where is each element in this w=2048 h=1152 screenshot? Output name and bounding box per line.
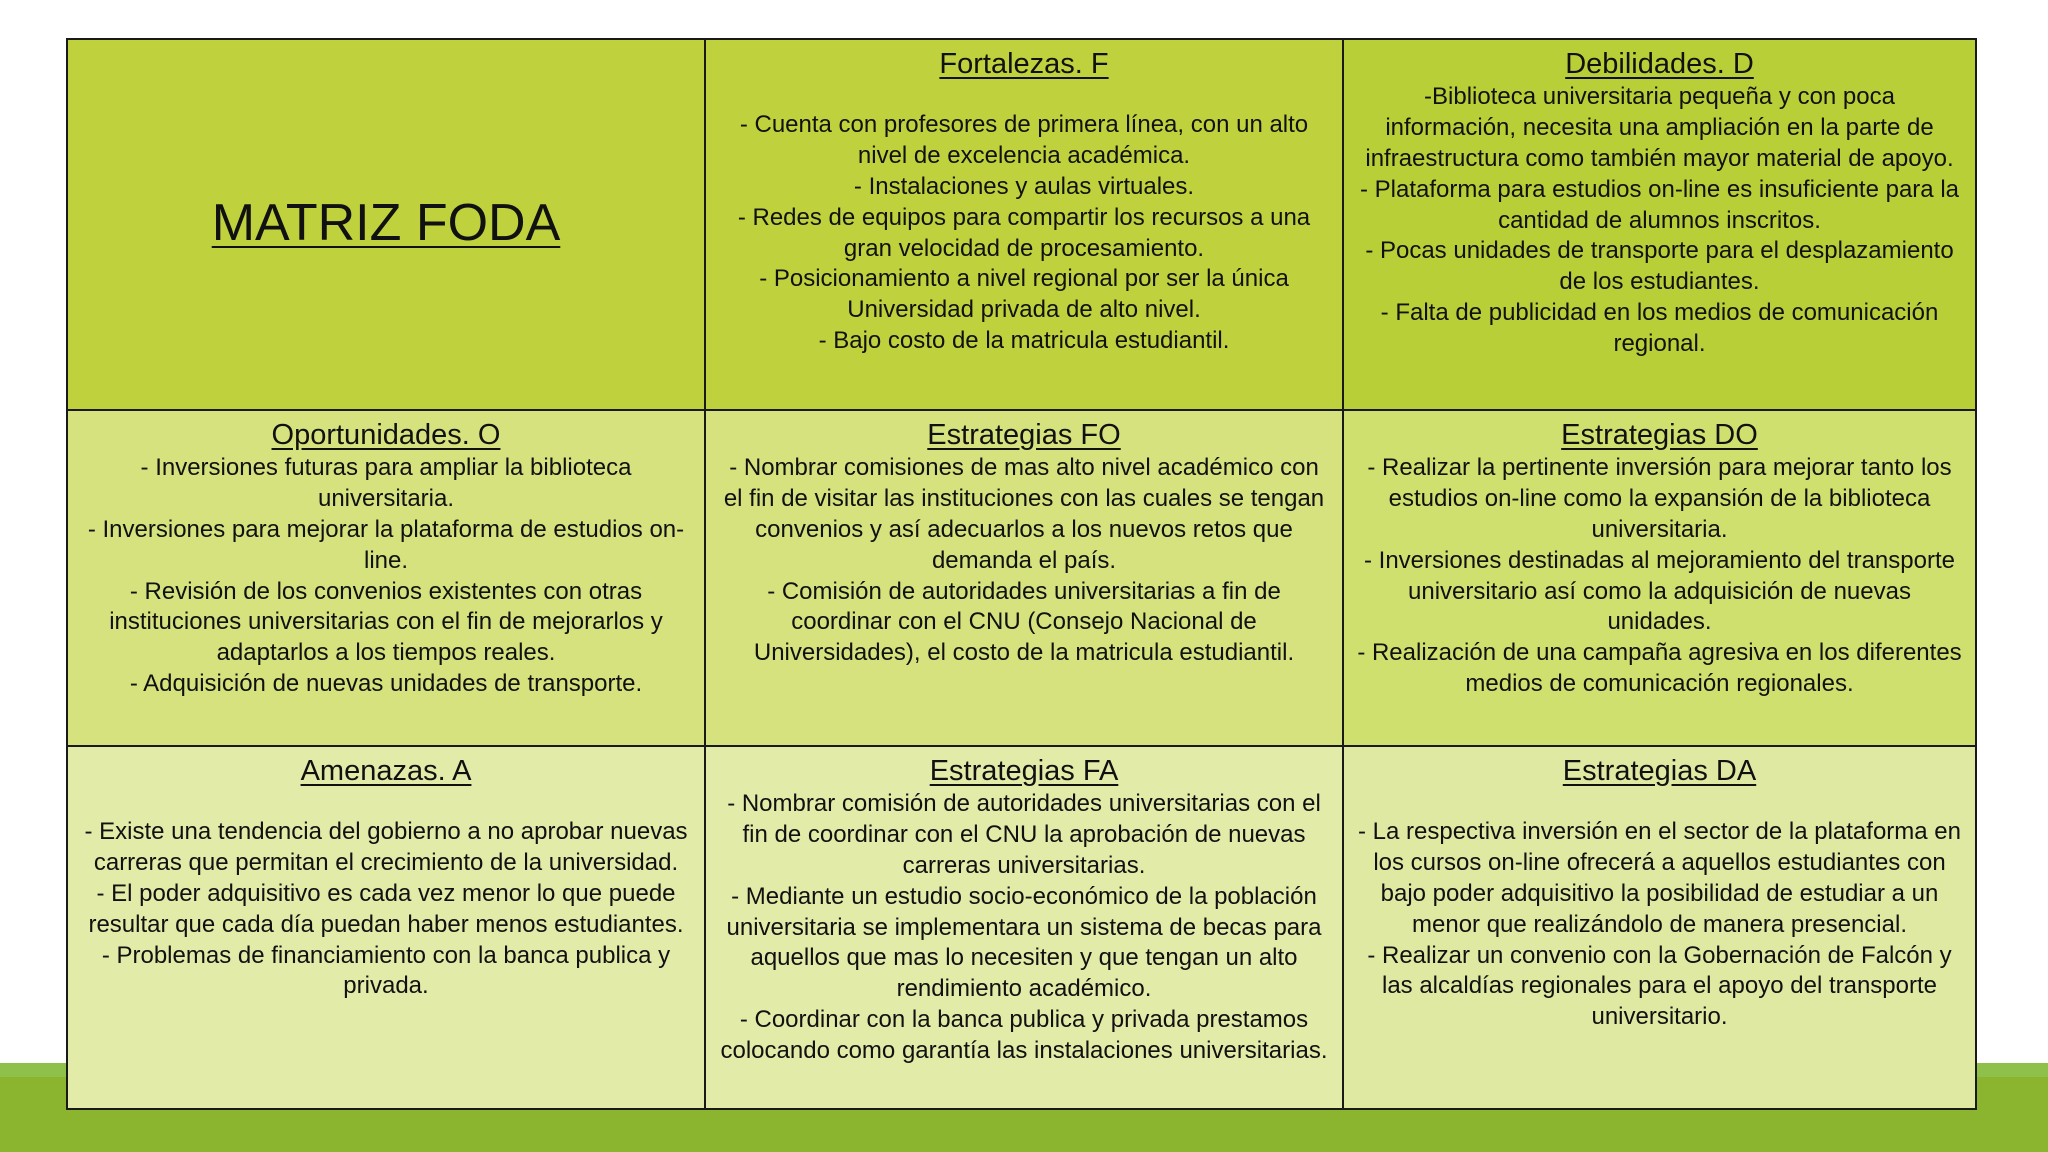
estrategias-fa-heading: Estrategias FA [929, 755, 1119, 787]
estrategias-do-list [1356, 453, 1963, 699]
fortalezas-item: - Cuenta con profesores de primera línea, con un alto nivel de excelencia académica. [739, 111, 1309, 170]
debilidades-list [1356, 82, 1963, 359]
amenazas-item: - Existe una tendencia del gobierno a no aprobar nuevas carreras que permitan el crecimiento de la universidad. [84, 818, 688, 877]
debilidades-item: - Falta de publicidad en los medios de comunicación regional. [1380, 299, 1939, 357]
estrategias-fo-list [718, 453, 1330, 669]
debilidades-item: - Pocas unidades de transporte para el desplazamiento de los estudiantes. [1365, 237, 1954, 296]
fortalezas-heading: Fortalezas. F [939, 48, 1109, 80]
estrategias-do-cell [1344, 411, 1975, 745]
estrategias-da-list [1356, 789, 1963, 1033]
spacer [80, 789, 692, 817]
oportunidades-list [80, 453, 692, 699]
estrategias-fa-cell [706, 747, 1342, 1108]
amenazas-item: - Problemas de financiamiento con la banca publica y privada. [101, 941, 671, 1000]
fortalezas-list [718, 82, 1330, 356]
amenazas-heading: Amenazas. A [300, 755, 472, 787]
oportunidades-item: - Revisión de los convenios existentes con otras instituciones universitarias con el fin de mejorarlos y adaptarlos a los tiempos reales. [109, 577, 663, 667]
fortalezas-item: - Bajo costo de la matricula estudiantil. [818, 327, 1230, 355]
fortalezas-item: - Instalaciones y aulas virtuales. [853, 173, 1195, 201]
estrategias-fo-item: - Comisión de autoridades universitarias a fin de coordinar con el CNU (Consejo Nacional de Universidades), el costo de la matricula estudiantil. [753, 577, 1295, 667]
oportunidades-item: - Inversiones para mejorar la plataforma de estudios on-line. [87, 516, 685, 574]
estrategias-fa-item: - Nombrar comisión de autoridades universitarias con el fin de coordinar con el CNU la aprobación de nuevas carreras universitarias. [727, 790, 1321, 880]
debilidades-item: -Biblioteca universitaria pequeña y con poca información, necesita una ampliación en la parte de infraestructura como también mayor material de apoyo. [1365, 83, 1954, 173]
oportunidades-heading: Oportunidades. O [271, 419, 501, 451]
estrategias-da-heading: Estrategias DA [1562, 755, 1757, 787]
estrategias-fa-item: - Mediante un estudio socio-económico de la población universitaria se implementara un sistema de becas para aquellos que mas lo necesiten y que tengan un alto rendimiento académico. [726, 882, 1322, 1003]
amenazas-cell [68, 747, 704, 1108]
fortalezas-item: - Redes de equipos para compartir los recursos a una gran velocidad de procesamiento. [737, 203, 1311, 262]
amenazas-list [80, 789, 692, 1002]
oportunidades-item: - Adquisición de nuevas unidades de transporte. [129, 670, 643, 698]
estrategias-do-item: - Realizar la pertinente inversión para mejorar tanto los estudios on-line como la expansión de la biblioteca universitaria. [1367, 454, 1952, 544]
estrategias-da-item: - La respectiva inversión en el sector de la plataforma en los cursos on-line ofrecerá a aquellos estudiantes con bajo poder adquisitivo la posibilidad de estudiar a un menor que realizándolo de manera presencial. [1358, 818, 1961, 938]
fortalezas-cell [706, 40, 1342, 409]
oportunidades-cell [68, 411, 704, 745]
spacer [718, 82, 1330, 110]
estrategias-da-item: - Realizar un convenio con la Gobernación de Falcón y las alcaldías regionales para el apoyo del transporte universitario. [1367, 941, 1952, 1031]
estrategias-do-heading: Estrategias DO [1561, 419, 1758, 451]
debilidades-item: - Plataforma para estudios on-line es insuficiente para la cantidad de alumnos inscritos. [1360, 175, 1959, 234]
debilidades-heading: Debilidades. D [1565, 48, 1754, 80]
fortalezas-item: - Posicionamiento a nivel regional por ser la única Universidad privada de alto nivel. [759, 265, 1289, 324]
oportunidades-item: - Inversiones futuras para ampliar la biblioteca universitaria. [140, 454, 632, 513]
foda-matrix [66, 38, 1977, 1110]
matrix-title: MATRIZ FODA [211, 193, 561, 252]
spacer [1356, 789, 1963, 817]
estrategias-fo-heading: Estrategias FO [927, 419, 1121, 451]
estrategias-da-cell [1344, 747, 1975, 1108]
estrategias-fa-item: - Coordinar con la banca publica y privada prestamos colocando como garantía las instalaciones universitarias. [720, 1006, 1328, 1064]
amenazas-item: - El poder adquisitivo es cada vez menor lo que puede resultar que cada día puedan haber menos estudiantes. [88, 880, 684, 938]
estrategias-do-item: - Inversiones destinadas al mejoramiento del transporte universitario así como la adquisición de nuevas unidades. [1364, 546, 1955, 636]
estrategias-fo-cell [706, 411, 1342, 745]
matrix-title-cell [68, 40, 704, 409]
debilidades-cell [1344, 40, 1975, 409]
estrategias-do-item: - Realización de una campaña agresiva en los diferentes medios de comunicación regionales. [1357, 639, 1962, 698]
estrategias-fa-list [718, 789, 1330, 1066]
estrategias-fo-item: - Nombrar comisiones de mas alto nivel académico con el fin de visitar las instituciones con las cuales se tengan convenios y así adecuarlos a los nuevos retos que demanda el país. [723, 454, 1325, 574]
